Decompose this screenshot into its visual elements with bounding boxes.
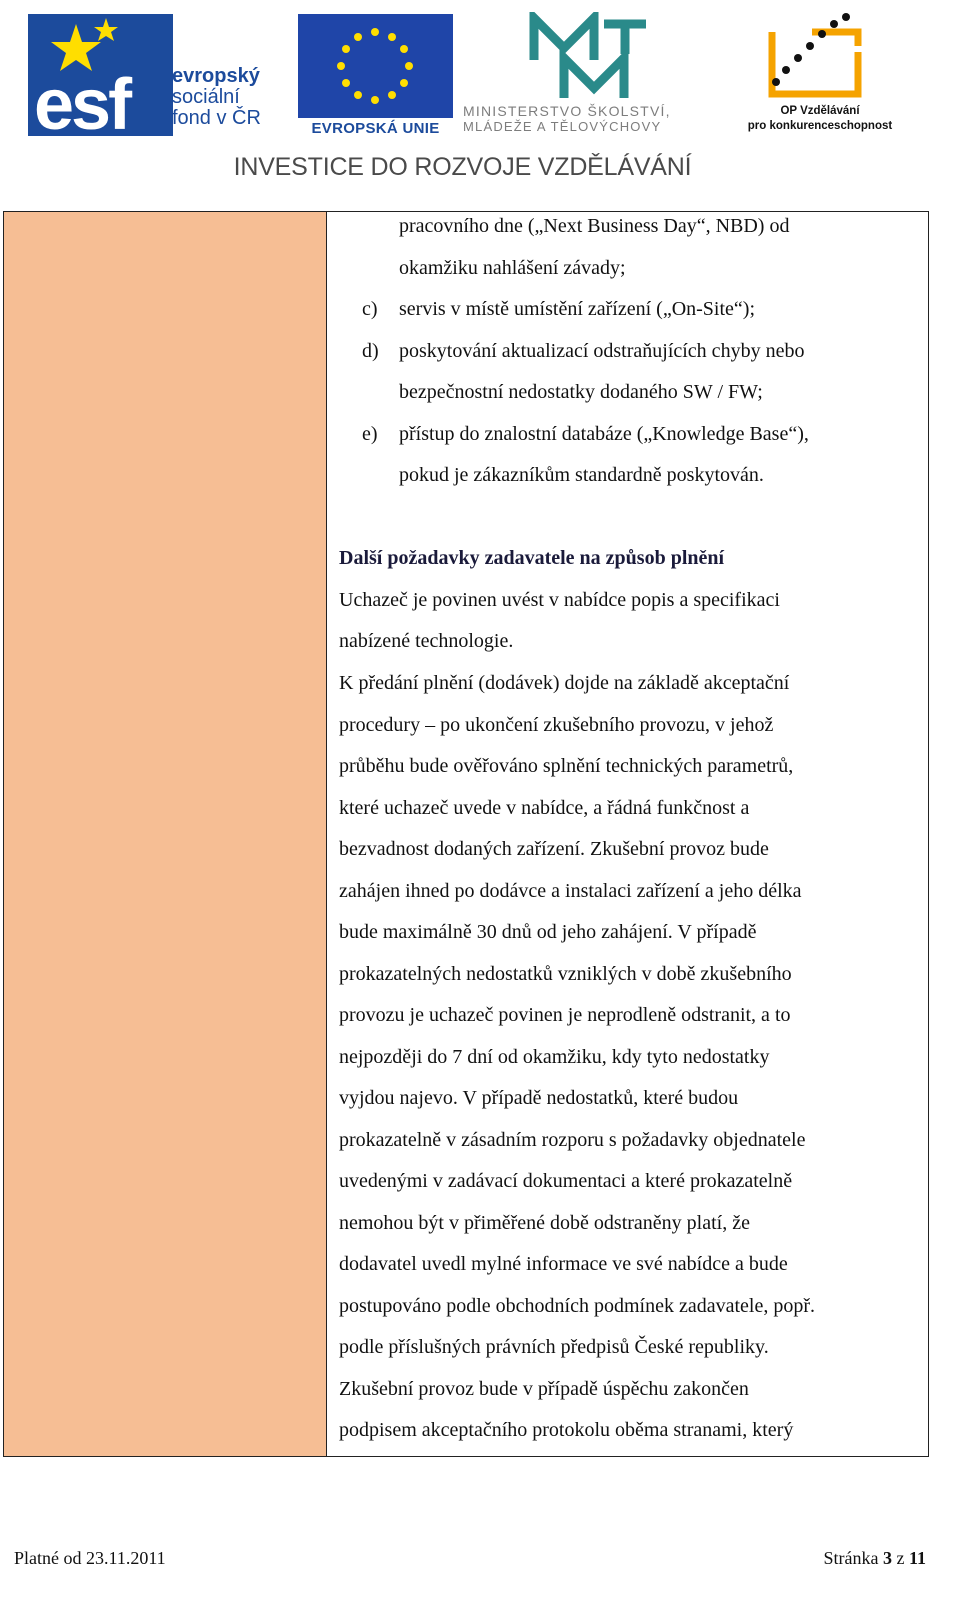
investice-banner: INVESTICE DO ROZVOJE VZDĚLÁVÁNÍ — [233, 153, 692, 181]
para2-line-3: průběhu bude ověřováno splnění technických parametrů, — [339, 755, 794, 777]
para2-line-18: Zkušební provoz bude v případě úspěchu zakončen — [339, 1377, 749, 1400]
op-wordmark — [730, 104, 910, 134]
page-prefix: Stránka — [823, 1548, 883, 1568]
esf-wordmark — [172, 66, 261, 129]
valid-from: Platné od 23.11.2011 — [14, 1548, 166, 1568]
eu-caption: EVROPSKÁ UNIE — [311, 120, 440, 137]
esf-logo — [28, 14, 173, 136]
list-marker-c: c) — [362, 298, 378, 320]
para2-line-19: podpisem akceptačního protokolu oběma stranami, který — [339, 1419, 794, 1441]
para2-line-5: bezvadnost dodaných zařízení. Zkušební provoz bude — [339, 838, 769, 860]
para2-line-8: prokazatelných nedostatků vzniklých v době zkušebního — [339, 962, 792, 985]
page-footer — [0, 1540, 960, 1570]
eu-flag-icon — [298, 14, 453, 118]
page-number — [824, 1548, 927, 1569]
para2-line-17: podle příslušných právních předpisů České republiky. — [339, 1336, 769, 1358]
para2-line-2: procedury – po ukončení zkušebního provozu, v jehož — [339, 713, 774, 736]
para2-line-16: postupováno podle obchodních podmínek zadavatele, popř. — [339, 1294, 815, 1317]
para2-line-12: prokazatelně v zásadním rozporu s požadavky objednatele — [339, 1128, 806, 1151]
section-heading: Další požadavky zadavatele na způsob plnění — [339, 547, 725, 569]
list-marker-d: d) — [362, 340, 379, 362]
para2-line-10: nejpozději do 7 dní od okamžiku, kdy tyto nedostatky — [339, 1045, 770, 1068]
list-marker-e: e) — [362, 423, 378, 445]
esf-line-3: fond v ČR — [172, 107, 261, 129]
list-item-d-line-1: poskytování aktualizací odstraňujících chyby nebo — [399, 340, 805, 362]
para2-line-6: zahájen ihned po dodávce a instalaci zařízení a jeho délka — [339, 879, 802, 902]
list-item-d-line-2: bezpečnostní nedostatky dodaného SW / FW; — [399, 381, 763, 403]
para2-line-14: nemohou být v přiměřené době odstraněny platí, že — [339, 1211, 750, 1234]
list-item-e-line-2: pokud je zákazníkům standardně poskytován. — [399, 464, 764, 486]
para2-line-15: dodavatel uvedl mylné informace ve své nabídce a bude — [339, 1253, 788, 1275]
para2-line-7: bude maximálně 30 dnů od jeho zahájení. V případě — [339, 921, 757, 943]
para1-line-2: nabízené technologie. — [339, 630, 514, 652]
para2-line-11: vyjdou najevo. V případě nedostatků, které budou — [339, 1087, 739, 1109]
para1-line-1: Uchazeč je povinen uvést v nabídce popis a specifikaci — [339, 589, 780, 611]
para2-line-4: které uchazeč uvede v nabídce, a řádná funkčnost a — [339, 796, 750, 819]
para2-line-1: K předání plnění (dodávek) dojde na základě akceptační — [339, 672, 790, 694]
msmt-logo — [528, 12, 648, 100]
msmt-wordmark — [463, 103, 723, 135]
op-line-2: pro konkurenceschopnost — [747, 120, 893, 132]
svg-text:esf: esf — [34, 65, 130, 136]
esf-line-2: sociální — [172, 86, 240, 108]
page-header — [0, 0, 960, 205]
op-line-1: OP Vzdělávání — [780, 105, 860, 117]
page-sep: z — [891, 1548, 909, 1568]
left-cell-shaded — [4, 212, 327, 1456]
page-total: 11 — [908, 1548, 926, 1568]
msmt-line-2: MLÁDEŽE A TĚLOVÝCHOVY — [463, 119, 662, 134]
list-item-c-line-1: servis v místě umístění zařízení („On-Site“); — [399, 298, 756, 320]
msmt-line-1: MINISTERSTVO ŠKOLSTVÍ, — [463, 103, 671, 119]
esf-line-1: evropský — [172, 65, 260, 87]
page-current: 3 — [882, 1548, 892, 1568]
op-logo — [762, 12, 872, 104]
para2-line-13: uvedenými v zadávací dokumentaci a které prokazatelně — [339, 1170, 793, 1192]
list-item-e-line-1: přístup do znalostní databáze („Knowledge Base“), — [399, 423, 809, 445]
list-continuation-line-2: okamžiku nahlášení závady; — [399, 257, 626, 279]
list-continuation-line-1: pracovního dne („Next Business Day“, NBD) od — [399, 215, 790, 237]
para2-line-9: provozu je uchazeč povinen je neprodleně odstranit, a to — [339, 1004, 791, 1026]
